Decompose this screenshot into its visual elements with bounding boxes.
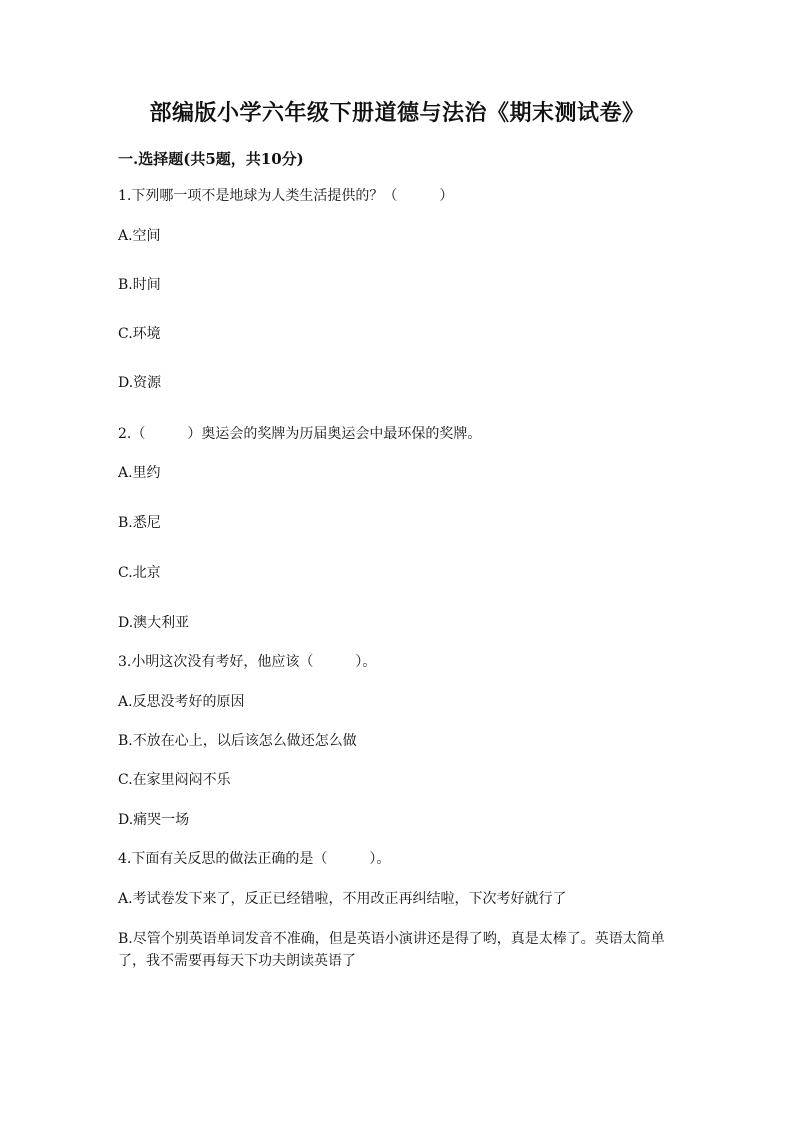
section-heading: 一.选择题(共5题，共10分) xyxy=(118,150,304,168)
question-2-option-a: A.里约 xyxy=(118,465,161,481)
question-2-option-d: D.澳大利亚 xyxy=(118,615,190,631)
question-3-option-c: C.在家里闷闷不乐 xyxy=(118,772,231,788)
question-3-option-d: D.痛哭一场 xyxy=(118,812,190,828)
question-4-option-b: B.尽管个别英语单词发音不准确，但是英语小演讲还是得了哟，真是太棒了。英语太简单了，我不需要再每天下功夫朗读英语了 xyxy=(118,931,665,969)
question-4-stem: 4.下面有关反思的做法正确的是（ ）。 xyxy=(118,851,391,867)
question-1-option-c: C.环境 xyxy=(118,326,161,342)
question-1-option-b: B.时间 xyxy=(118,277,161,293)
question-1-option-d: D.资源 xyxy=(118,375,162,391)
question-2-option-c: C.北京 xyxy=(118,565,161,581)
question-1-option-a: A.空间 xyxy=(118,228,161,244)
question-1-stem: 1.下列哪一项不是地球为人类生活提供的？（ ） xyxy=(118,188,454,204)
question-3-option-a: A.反思没考好的原因 xyxy=(118,694,245,710)
question-3-option-b: B.不放在心上，以后该怎么做还怎么做 xyxy=(118,733,357,749)
question-3-stem: 3.小明这次没有考好，他应该（ ）。 xyxy=(118,654,377,670)
question-2-option-b: B.悉尼 xyxy=(118,515,161,531)
page-title: 部编版小学六年级下册道德与法治《期末测试卷》 xyxy=(149,100,645,126)
question-2-stem: 2.（ ）奥运会的奖牌为历届奥运会中最环保的奖牌。 xyxy=(118,426,482,442)
question-4-option-a: A.考试卷发下来了，反正已经错啦，不用改正再纠结啦，下次考好就行了 xyxy=(118,891,567,907)
